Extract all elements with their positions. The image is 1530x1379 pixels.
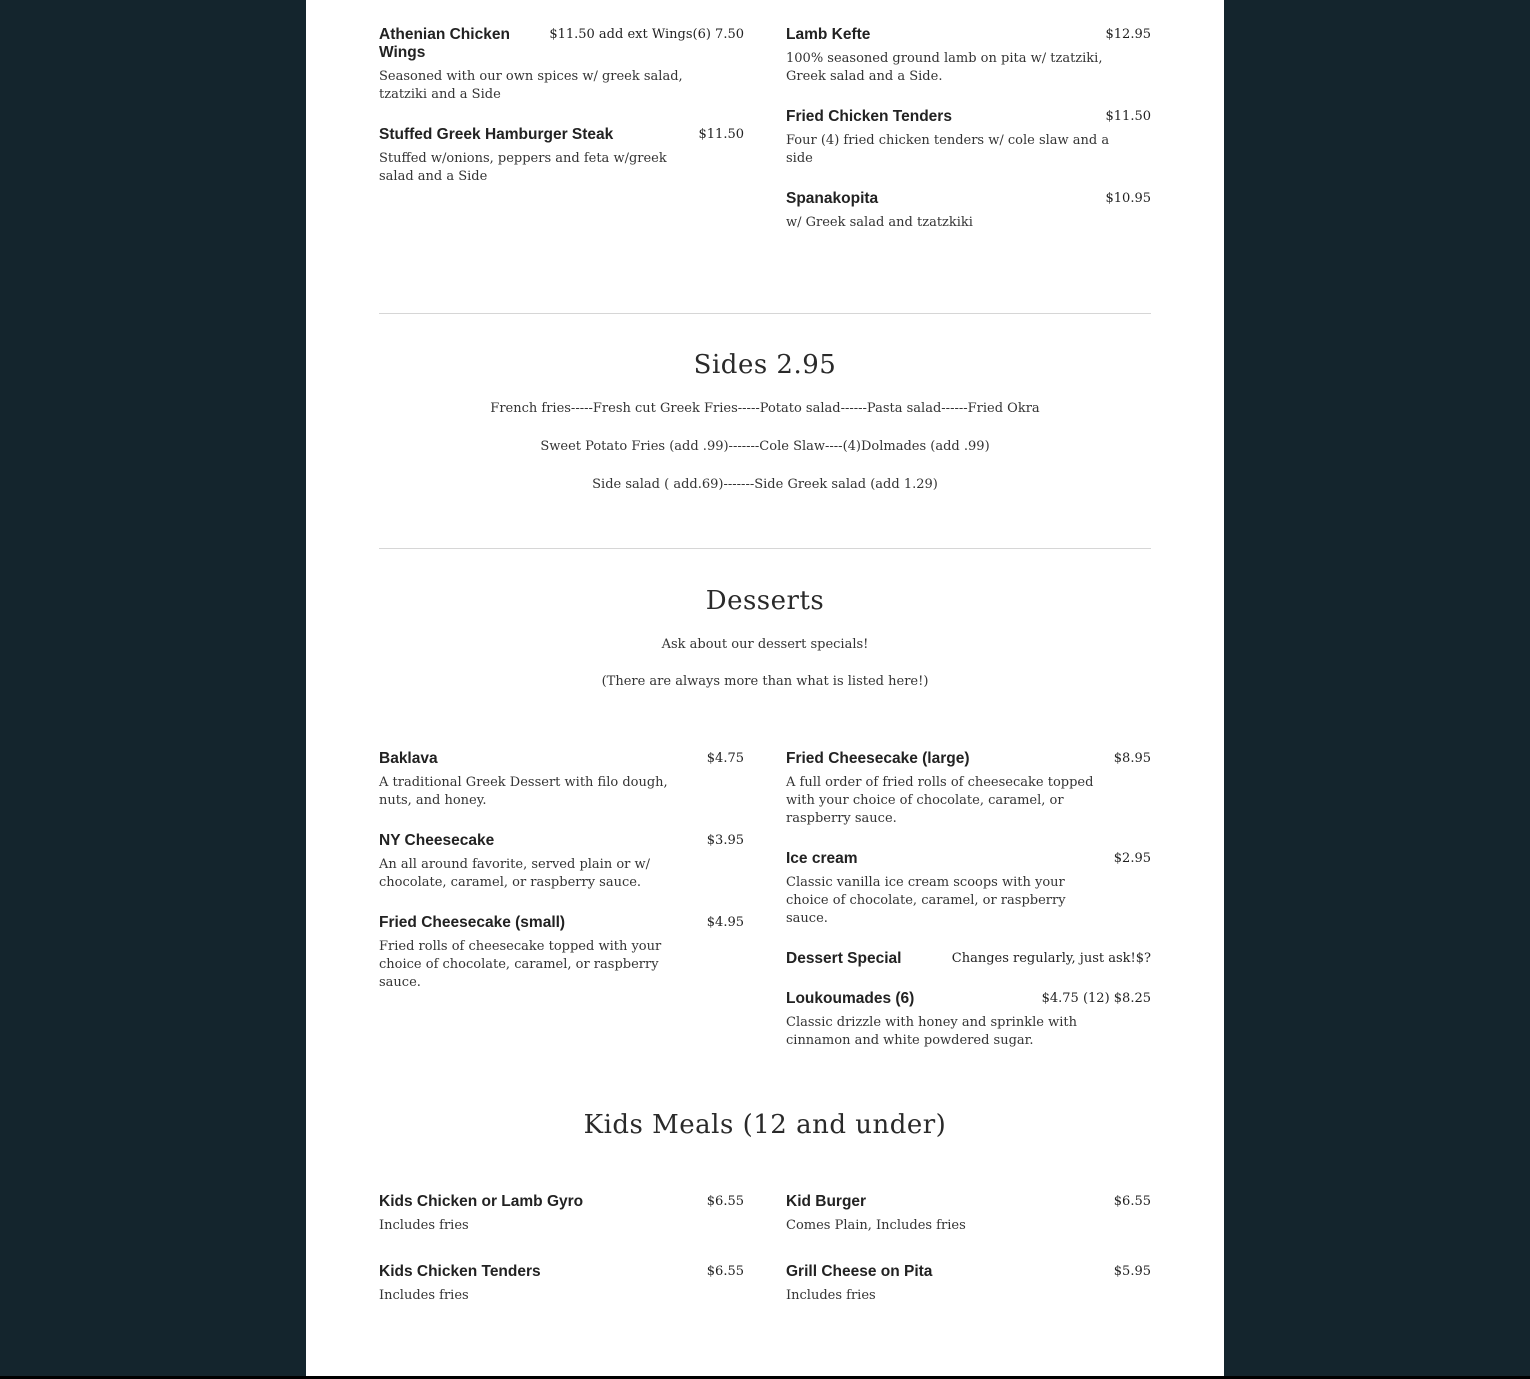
menu-item bbox=[786, 750, 1151, 828]
item-description: Stuffed w/onions, peppers and feta w/greek salad and a Side bbox=[379, 151, 667, 184]
menu-item bbox=[379, 1193, 744, 1235]
item-price: $8.95 bbox=[1113, 751, 1151, 766]
item-description: Includes fries bbox=[786, 1288, 876, 1303]
item-name: Dessert Special bbox=[786, 950, 902, 967]
desserts-items bbox=[379, 750, 1151, 1072]
item-description: Seasoned with our own spices w/ greek salad, tzatziki and a Side bbox=[379, 69, 683, 102]
dessert-note: Ask about our dessert specials! bbox=[661, 637, 869, 652]
item-description: Includes fries bbox=[379, 1218, 469, 1233]
item-description: An all around favorite, served plain or w/ chocolate, caramel, or raspberry sauce. bbox=[379, 857, 651, 890]
item-price: $11.50 add ext Wings(6) 7.50 bbox=[549, 27, 744, 42]
item-price: $5.95 bbox=[1113, 1264, 1151, 1279]
item-price: $12.95 bbox=[1105, 27, 1151, 42]
item-name: Lamb Kefte bbox=[786, 26, 871, 43]
menu-item bbox=[786, 850, 1151, 928]
item-price: $11.50 bbox=[1105, 109, 1151, 124]
item-description: 100% seasoned ground lamb on pita w/ tzatziki, Greek salad and a Side. bbox=[786, 51, 1103, 84]
item-description: Classic drizzle with honey and sprinkle with cinnamon and white powdered sugar. bbox=[786, 1015, 1077, 1048]
menu-item bbox=[379, 26, 744, 104]
item-name: Kid Burger bbox=[786, 1193, 867, 1210]
item-price: $6.55 bbox=[1113, 1194, 1151, 1209]
desserts-right-column bbox=[786, 750, 1151, 1072]
item-name: Kids Chicken or Lamb Gyro bbox=[379, 1193, 584, 1210]
sides-line: Side salad ( add.69)-------Side Greek salad (add 1.29) bbox=[592, 477, 938, 492]
entrees-right-column bbox=[786, 26, 1151, 254]
kids-right-column bbox=[786, 1193, 1151, 1327]
item-name: Athenian Chicken Wings bbox=[379, 26, 510, 61]
item-name: NY Cheesecake bbox=[379, 832, 495, 849]
item-price: $11.50 bbox=[698, 127, 744, 142]
item-price: $6.55 bbox=[706, 1264, 744, 1279]
menu-item bbox=[786, 190, 1151, 232]
item-description: Comes Plain, Includes fries bbox=[786, 1218, 966, 1233]
item-description: A traditional Greek Dessert with filo dough, nuts, and honey. bbox=[379, 775, 668, 808]
item-name: Baklava bbox=[379, 750, 438, 767]
menu-item bbox=[379, 914, 744, 992]
item-price: $3.95 bbox=[706, 833, 744, 848]
item-price: $4.75 (12) $8.25 bbox=[1041, 991, 1151, 1006]
sides-line: French fries-----Fresh cut Greek Fries-----Potato salad------Pasta salad------Fried Okra bbox=[490, 401, 1040, 416]
item-name: Fried Chicken Tenders bbox=[786, 108, 952, 125]
item-name: Fried Cheesecake (large) bbox=[786, 750, 970, 767]
menu-item bbox=[786, 950, 1151, 968]
kids-left-column bbox=[379, 1193, 744, 1327]
sides-line: Sweet Potato Fries (add .99)-------Cole Slaw----(4)Dolmades (add .99) bbox=[540, 439, 990, 454]
item-price: $2.95 bbox=[1113, 851, 1151, 866]
section-title: Kids Meals (12 and under) bbox=[583, 1110, 947, 1140]
menu-item bbox=[786, 990, 1151, 1050]
item-name: Kids Chicken Tenders bbox=[379, 1263, 541, 1280]
desserts-left-column bbox=[379, 750, 744, 1072]
section-title: Desserts bbox=[705, 586, 825, 616]
item-name: Grill Cheese on Pita bbox=[786, 1263, 933, 1280]
item-name: Ice cream bbox=[786, 850, 858, 867]
item-price: $10.95 bbox=[1105, 191, 1151, 206]
item-price: $4.75 bbox=[706, 751, 744, 766]
dessert-note: (There are always more than what is listed here!) bbox=[601, 674, 929, 689]
item-description: Includes fries bbox=[379, 1288, 469, 1303]
item-name: Spanakopita bbox=[786, 190, 879, 207]
item-name: Fried Cheesecake (small) bbox=[379, 914, 566, 931]
menu-item bbox=[379, 1263, 744, 1305]
menu-item bbox=[786, 1193, 1151, 1235]
menu-item bbox=[379, 832, 744, 892]
kids-items bbox=[379, 1193, 1151, 1327]
menu-item bbox=[786, 108, 1151, 168]
section-title: Sides 2.95 bbox=[693, 350, 837, 380]
item-description: Fried rolls of cheesecake topped with your choice of chocolate, caramel, or raspberry sauce. bbox=[379, 939, 662, 990]
sides-section bbox=[379, 350, 1151, 494]
menu-item bbox=[379, 750, 744, 810]
desserts-section bbox=[379, 586, 1151, 691]
item-price: $4.95 bbox=[706, 915, 744, 930]
menu-page bbox=[306, 0, 1224, 1376]
entrees-left-column bbox=[379, 26, 744, 254]
item-name: Stuffed Greek Hamburger Steak bbox=[379, 126, 614, 143]
kids-section bbox=[379, 1110, 1151, 1140]
menu-item bbox=[786, 1263, 1151, 1305]
section-divider bbox=[379, 313, 1151, 314]
item-description: w/ Greek salad and tzatzkiki bbox=[786, 215, 973, 230]
item-price: Changes regularly, just ask!$? bbox=[951, 951, 1151, 966]
item-description: Classic vanilla ice cream scoops with your choice of chocolate, caramel, or raspberry sauce. bbox=[786, 875, 1066, 926]
entrees-section bbox=[379, 26, 1151, 254]
menu-item bbox=[786, 26, 1151, 86]
item-description: A full order of fried rolls of cheesecake topped with your choice of chocolate, caramel, or raspberry sauce. bbox=[786, 775, 1094, 826]
section-divider bbox=[379, 548, 1151, 549]
item-description: Four (4) fried chicken tenders w/ cole slaw and a side bbox=[786, 133, 1110, 166]
menu-item bbox=[379, 126, 744, 186]
item-price: $6.55 bbox=[706, 1194, 744, 1209]
item-name: Loukoumades (6) bbox=[786, 990, 915, 1007]
